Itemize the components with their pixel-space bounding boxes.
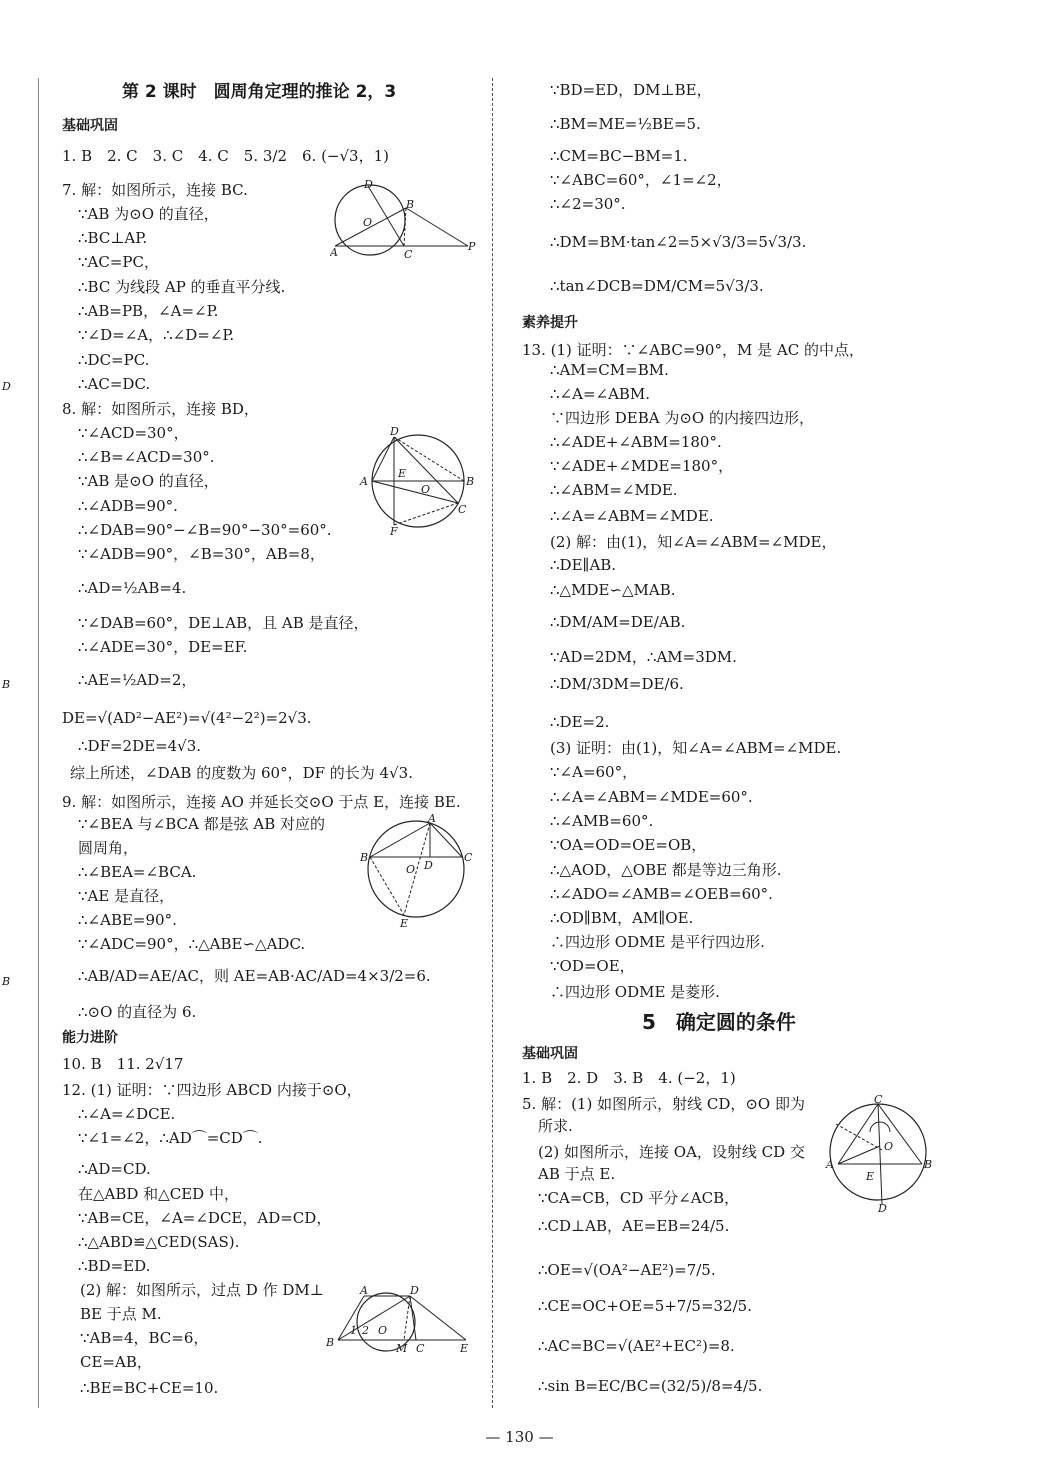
fig9-label-b: B: [360, 851, 369, 864]
text-line: ∴∠2=30°.: [550, 195, 626, 213]
figure-8: [358, 425, 478, 537]
text-line: AB 于点 E.: [538, 1165, 616, 1183]
column-divider: [492, 78, 493, 1408]
text-line: ∵∠D=∠A，∴∠D=∠P.: [78, 326, 235, 344]
text-line: ∴BC 为线段 AP 的垂直平分线.: [78, 278, 286, 296]
fig5-label-e: E: [866, 1170, 875, 1183]
text-line: ∵AB=4，BC=6，: [80, 1329, 209, 1347]
fig7-label-o: O: [363, 216, 373, 229]
fig12-label-2: 2: [362, 1324, 369, 1337]
text-line: (2) 解：如图所示，过点 D 作 DM⊥: [80, 1281, 324, 1299]
fig5-label-b: B: [924, 1158, 933, 1171]
text-line: 1. B 2. C 3. C 4. C 5. 3/2 6. (−√3，1): [62, 147, 389, 165]
text-line: ∴BE=BC+CE=10.: [80, 1379, 219, 1397]
lesson-title: 第 2 课时 圆周角定理的推论 2，3: [122, 82, 397, 102]
text-line: ∴AB/AD=AE/AC，则 AE=AB·AC/AD=4×3/2=6.: [78, 967, 431, 985]
page-number: — 130 —: [485, 1428, 554, 1446]
text-line: ∵∠ADC=90°，∴△ABE∽△ADC.: [78, 935, 306, 953]
text-line: ∴四边形 ODME 是平行四边形.: [550, 933, 765, 951]
text-line: ∵OA=OD=OE=OB，: [550, 836, 707, 854]
text-line: ∴∠B=∠ACD=30°.: [78, 448, 215, 466]
text-line: 综上所述，∠DAB 的度数为 60°，DF 的长为 4√3.: [70, 764, 413, 782]
text-line: ∴四边形 ODME 是菱形.: [550, 983, 720, 1001]
fig8-label-b: B: [466, 475, 475, 488]
text-line: ∵∠DAB=60°，DE⊥AB，且 AB 是直径，: [78, 614, 369, 632]
fig12-label-b: B: [326, 1336, 335, 1349]
text-line: ∴AM=CM=BM.: [550, 361, 669, 379]
text-line: ∴DE=2.: [550, 713, 610, 731]
text-line: DE=√(AD²−AE²)=√(4²−2²)=2√3.: [62, 709, 312, 727]
text-line: ∴∠A=∠DCE.: [78, 1105, 176, 1123]
fig12-label-a: A: [360, 1284, 368, 1297]
text-line: ∴∠ADO=∠AMB=∠OEB=60°.: [550, 885, 773, 903]
fig9-label-d: D: [424, 859, 433, 872]
fig5-label-c: C: [874, 1094, 883, 1106]
fig7-label-b: B: [406, 198, 415, 211]
text-line: ∵CA=CB，CD 平分∠ACB，: [538, 1189, 740, 1207]
text-line: 在△ABD 和△CED 中，: [78, 1185, 239, 1203]
fig12-label-1: 1: [350, 1324, 357, 1337]
text-line: ∵∠ABC=60°，∠1=∠2，: [550, 171, 732, 189]
text-line: 13. (1) 证明：∵∠ABC=90°，M 是 AC 的中点，: [522, 341, 864, 359]
text-line: ∴DM/3DM=DE/6.: [550, 675, 684, 693]
text-line: ∴DM/AM=DE/AB.: [550, 613, 686, 631]
fig8-label-f: F: [390, 525, 398, 537]
fig9-label-c: C: [464, 851, 473, 864]
fig12-label-c: C: [416, 1342, 425, 1354]
text-line: ∴DE∥AB.: [550, 556, 617, 574]
text-line: ∵∠BEA 与∠BCA 都是弦 AB 对应的: [78, 815, 326, 833]
edge-label: B: [2, 975, 11, 988]
fig7-label-c: C: [404, 248, 413, 260]
fig7-label-p: P: [468, 240, 476, 253]
text-line: ∴∠A=∠ABM.: [550, 385, 651, 403]
text-line: ∴∠A=∠ABM=∠MDE=60°.: [550, 788, 753, 806]
text-line: ∴AC=BC=√(AE²+EC²)=8.: [538, 1337, 735, 1355]
fig8-label-e: E: [398, 467, 407, 480]
text-line: 圆周角，: [78, 839, 139, 857]
text-line: ∴△MDE∽△MAB.: [550, 581, 676, 599]
text-line: 12. (1) 证明：∵四边形 ABCD 内接于⊙O，: [62, 1081, 362, 1099]
fig7-label-d: D: [364, 178, 373, 191]
text-line: ∴DF=2DE=4√3.: [78, 737, 202, 755]
section-heading: 基础巩固: [62, 118, 118, 134]
text-line: ∴△AOD，△OBE 都是等边三角形.: [550, 861, 782, 879]
text-line: ∴CM=BC−BM=1.: [550, 147, 688, 165]
text-line: ∴∠AMB=60°.: [550, 812, 654, 830]
text-line: ∵∠ACD=30°，: [78, 424, 189, 442]
text-line: 8. 解：如图所示，连接 BD，: [62, 400, 259, 418]
text-line: CE=AB，: [80, 1353, 152, 1371]
text-line: ∵AB=CE，∠A=∠DCE，AD=CD，: [78, 1209, 332, 1227]
text-line: ∵OD=OE，: [550, 957, 635, 975]
text-line: ∵∠ADB=90°，∠B=30°，AB=8，: [78, 545, 325, 563]
fig12-label-m: M: [396, 1342, 408, 1354]
text-line: ∴∠A=∠ABM=∠MDE.: [550, 507, 714, 525]
section-heading: 素养提升: [522, 315, 578, 331]
text-line: ∴BC⊥AP.: [78, 229, 148, 247]
text-line: ∴AB=PB，∠A=∠P.: [78, 302, 219, 320]
fig12-label-e: E: [460, 1342, 469, 1354]
text-line: ∴sin B=EC/BC=(32/5)/8=4/5.: [538, 1377, 763, 1395]
fig8-label-o: O: [421, 483, 431, 496]
chapter-title: 5 确定圆的条件: [642, 1010, 796, 1034]
text-line: ∴CE=OC+OE=5+7/5=32/5.: [538, 1297, 752, 1315]
fig5-label-o: O: [884, 1140, 894, 1153]
fig8-label-d: D: [390, 425, 399, 438]
fig8-label-a: A: [360, 475, 368, 488]
edge-label: B: [2, 678, 11, 691]
text-line: 所求.: [538, 1117, 573, 1135]
text-line: ∴AE=½AD=2，: [78, 671, 197, 689]
text-line: ∵AB 是⊙O 的直径，: [78, 472, 219, 490]
text-line: ∵AE 是直径，: [78, 887, 175, 905]
text-line: ∴tan∠DCB=DM/CM=5√3/3.: [550, 277, 764, 295]
fig7-label-a: A: [330, 246, 338, 259]
figure-7: [330, 178, 480, 260]
text-line: ∴∠BEA=∠BCA.: [78, 863, 197, 881]
text-line: (2) 如图所示，连接 OA，设射线 CD 交: [538, 1143, 805, 1161]
text-line: ∴BD=ED.: [78, 1257, 151, 1275]
text-line: ∴∠ADE=30°，DE=EF.: [78, 638, 248, 656]
text-line: BE 于点 M.: [80, 1305, 162, 1323]
text-line: ∴∠ABE=90°.: [78, 911, 177, 929]
text-line: 9. 解：如图所示，连接 AO 并延长交⊙O 于点 E，连接 BE.: [62, 793, 461, 811]
text-line: 5. 解：(1) 如图所示，射线 CD，⊙O 即为: [522, 1095, 806, 1113]
left-margin-rule: [38, 78, 39, 1408]
fig9-label-a: A: [428, 813, 436, 825]
figure-5-circle: [824, 1094, 940, 1214]
fig12-label-d: D: [410, 1284, 419, 1297]
text-line: ∴DM=BM·tan∠2=5×√3/3=5√3/3.: [550, 233, 807, 251]
text-line: ∴∠ADB=90°.: [78, 497, 178, 515]
fig9-label-e: E: [400, 917, 409, 930]
text-line: ∴AC=DC.: [78, 375, 151, 393]
text-line: ∵∠ADE+∠MDE=180°，: [550, 457, 734, 475]
text-line: ∴AD=½AB=4.: [78, 579, 187, 597]
text-line: ∵四边形 DEBA 为⊙O 的内接四边形，: [550, 409, 815, 427]
fig8-label-c: C: [458, 503, 467, 516]
text-line: (3) 证明：由(1)，知∠A=∠ABM=∠MDE.: [550, 739, 842, 757]
text-line: ∴∠ADE+∠ABM=180°.: [550, 433, 722, 451]
text-line: ∴OE=√(OA²−AE²)=7/5.: [538, 1261, 716, 1279]
fig5-label-a: A: [826, 1158, 834, 1171]
text-line: 7. 解：如图所示，连接 BC.: [62, 181, 248, 199]
text-line: ∴CD⊥AB，AE=EB=24/5.: [538, 1217, 730, 1235]
section-heading: 基础巩固: [522, 1046, 578, 1062]
text-line: ∴∠ABM=∠MDE.: [550, 481, 678, 499]
text-line: ∴DC=PC.: [78, 351, 150, 369]
text-line: 1. B 2. D 3. B 4. (−2，1): [522, 1069, 736, 1087]
fig9-label-o: O: [406, 863, 416, 876]
text-line: ∴AD=CD.: [78, 1160, 151, 1178]
text-line: ∴△ABD≌△CED(SAS).: [78, 1233, 240, 1251]
figure-12: [326, 1282, 476, 1354]
text-line: ∴OD∥BM，AM∥OE.: [550, 909, 694, 927]
text-line: 10. B 11. 2√17: [62, 1055, 184, 1073]
fig5-label-d: D: [878, 1202, 887, 1214]
text-line: ∵AC=PC，: [78, 253, 159, 271]
text-line: ∴BM=ME=½BE=5.: [550, 115, 701, 133]
text-line: ∵AB 为⊙O 的直径，: [78, 205, 219, 223]
text-line: ∵AD=2DM，∴AM=3DM.: [550, 648, 737, 666]
fig12-label-o: O: [378, 1324, 388, 1337]
figure-9: [358, 813, 478, 931]
text-line: ∴∠DAB=90°−∠B=90°−30°=60°.: [78, 521, 332, 539]
text-line: ∵∠1=∠2，∴AD⌒=CD⌒.: [78, 1129, 263, 1147]
text-line: ∵BD=ED，DM⊥BE，: [550, 81, 712, 99]
text-line: ∵∠A=60°，: [550, 763, 638, 781]
text-line: ∴⊙O 的直径为 6.: [78, 1003, 197, 1021]
edge-label: D: [2, 380, 11, 393]
text-line: (2) 解：由(1)，知∠A=∠ABM=∠MDE，: [550, 533, 837, 551]
section-heading: 能力进阶: [62, 1030, 118, 1046]
